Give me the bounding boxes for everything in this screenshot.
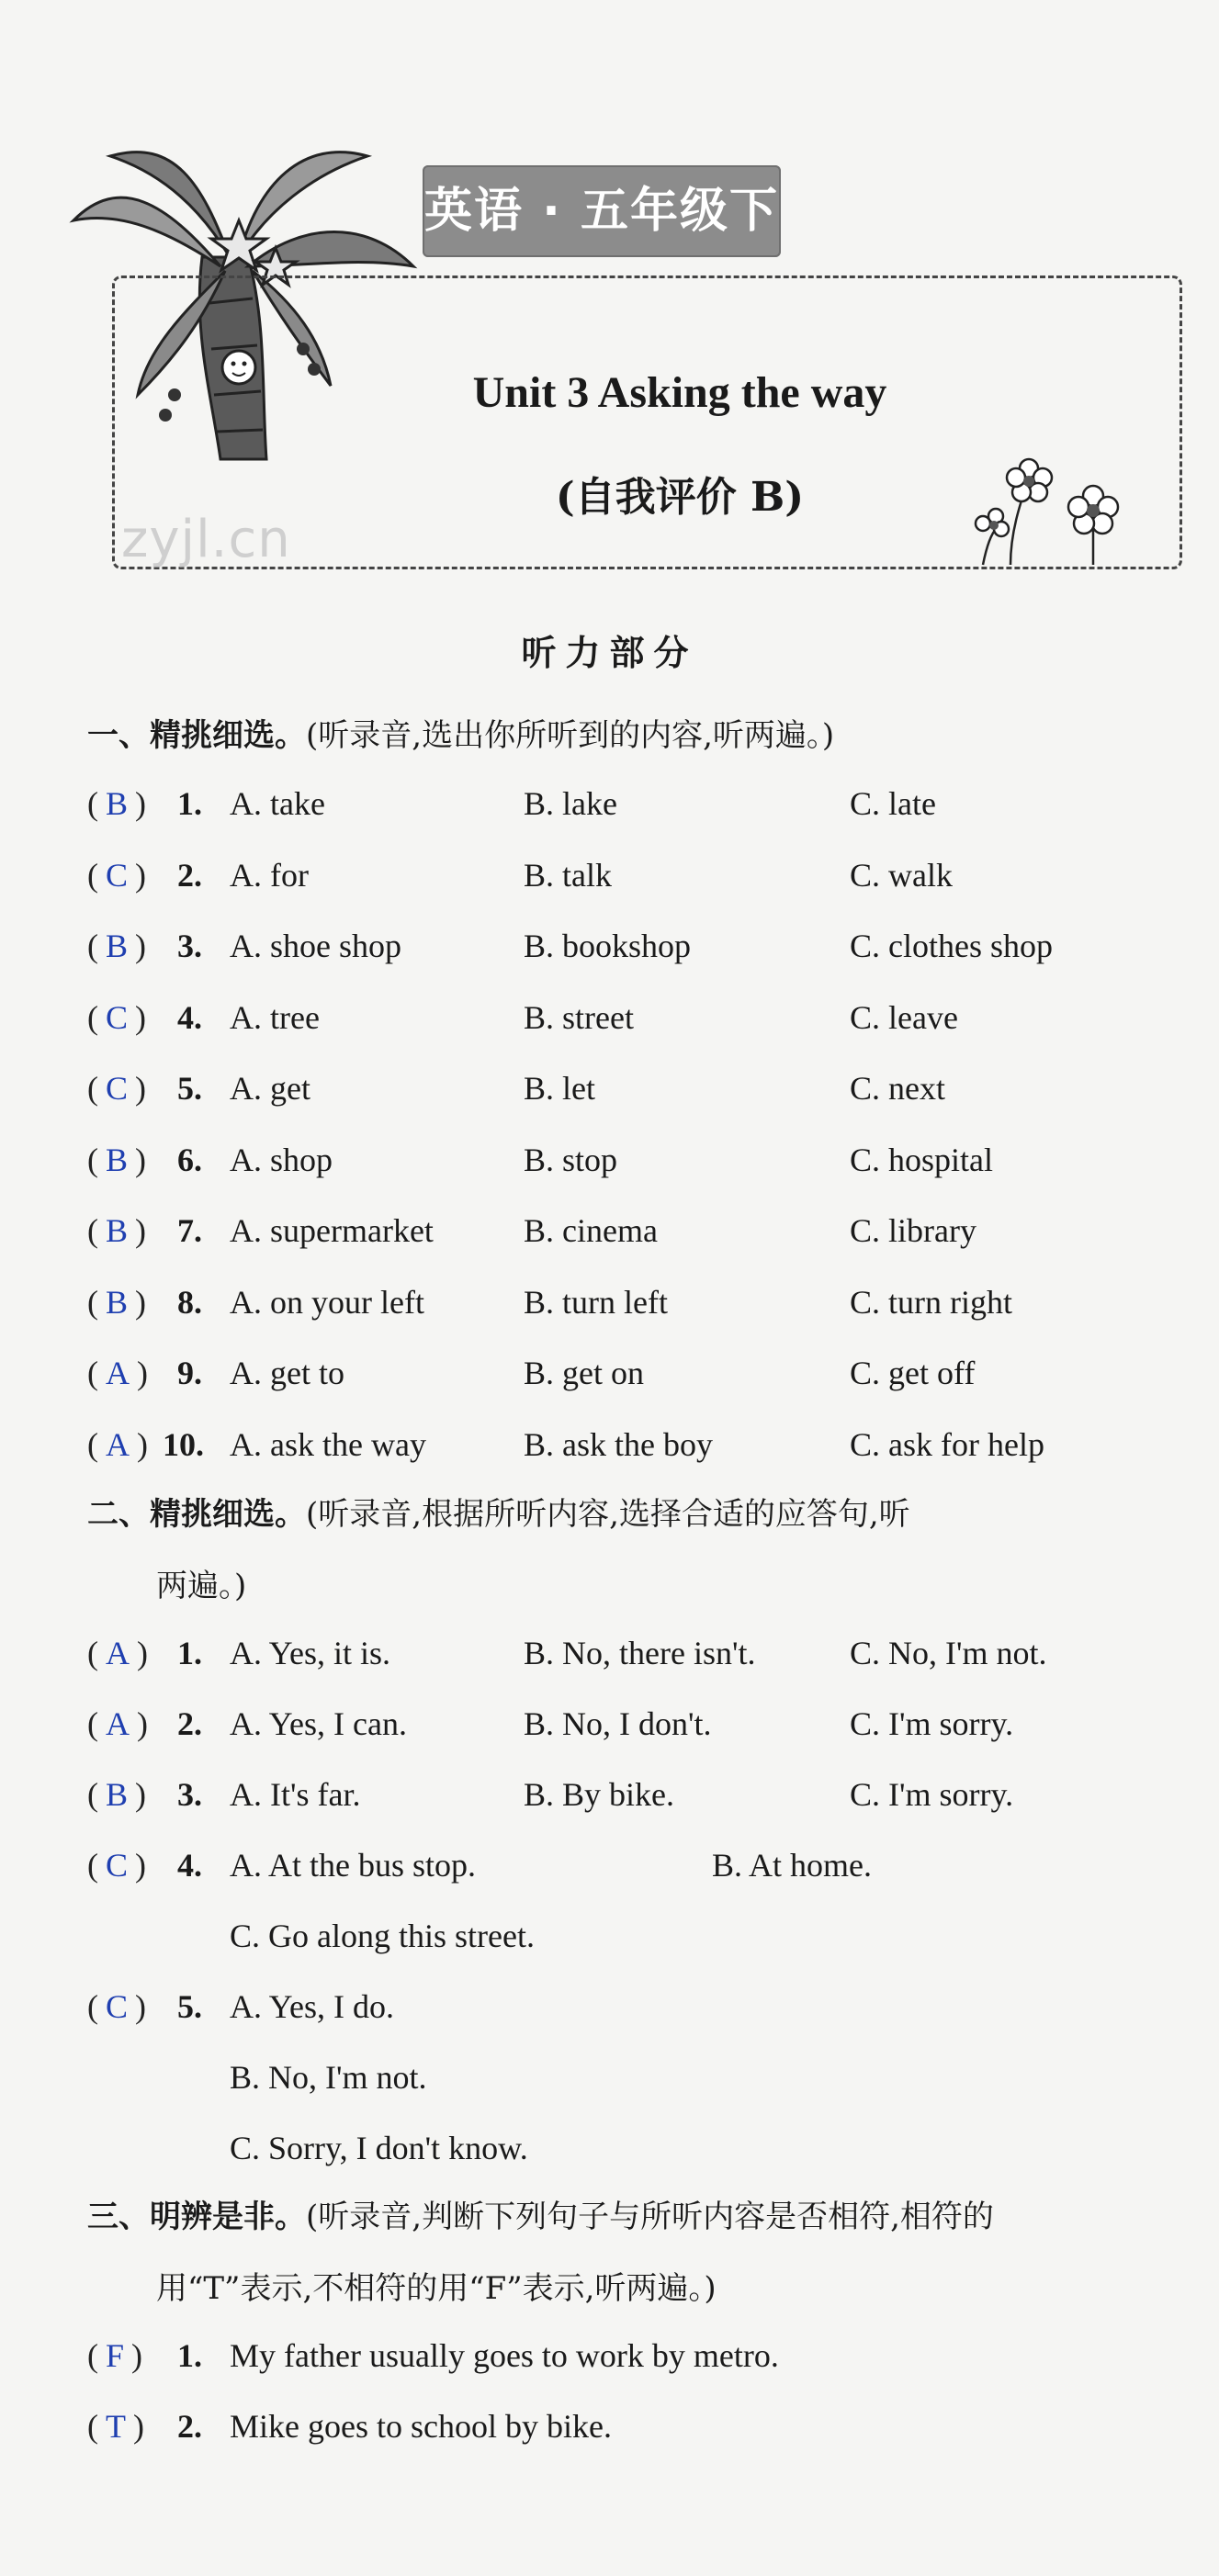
option-b: B. No, I'm not. <box>230 2059 427 2096</box>
paren-open: ( <box>87 1355 98 1391</box>
section-2-instructions: (听录音,根据所听内容,选择合适的应答句,听 <box>306 1496 910 1533</box>
answer-letter: C <box>106 998 129 1036</box>
answer-letter: C <box>106 1988 129 2025</box>
unit-subtitle: (自我评价 B) <box>555 474 805 521</box>
option-b: B. No, I don't. <box>524 1705 712 1742</box>
question-row <box>87 1979 1190 2166</box>
question-number: 3. <box>177 1776 202 1813</box>
option-b: B. No, there isn't. <box>524 1635 756 1671</box>
question-row <box>87 918 1190 973</box>
question-number: 4. <box>177 1847 202 1884</box>
paren-open: ( <box>87 2337 98 2374</box>
option-a: A. shop <box>230 1141 333 1178</box>
paren-close: ) <box>135 998 147 1036</box>
option-c: C. ask for help <box>850 1425 1044 1463</box>
section-2-title: 二、精挑细选。 <box>87 1496 306 1533</box>
answer-letter: A <box>106 1355 130 1391</box>
question-number: 1. <box>177 785 202 822</box>
paren-open: ( <box>87 1635 98 1671</box>
option-a: A. Yes, I can. <box>230 1705 407 1742</box>
section-3-title: 三、明辨是非。 <box>87 2199 306 2235</box>
question-row <box>87 1838 1190 1954</box>
paren-open: ( <box>87 785 98 822</box>
question-number: 8. <box>177 1283 202 1321</box>
option-c: C. hospital <box>850 1141 994 1178</box>
question-row <box>87 776 1190 831</box>
section-3-instructions: (听录音,判断下列句子与所听内容是否相符,相符的 <box>306 2199 994 2235</box>
option-b: B. let <box>524 1070 595 1107</box>
option-c: C. I'm sorry. <box>850 1705 1014 1742</box>
unit-title: Unit 3 Asking the way <box>472 368 887 417</box>
option-a: A. ask the way <box>230 1425 426 1463</box>
option-a: A. get to <box>230 1355 344 1391</box>
option-c: C. No, I'm not. <box>850 1635 1047 1671</box>
answer-letter: C <box>106 856 129 894</box>
option-a: A. It's far. <box>230 1776 361 1813</box>
option-b: B. By bike. <box>524 1776 675 1813</box>
option-a: A. supermarket <box>230 1212 434 1249</box>
paren-open: ( <box>87 928 98 964</box>
answer-letter: B <box>106 1212 129 1249</box>
answer-letter: T <box>106 2408 126 2445</box>
paren-close: ) <box>135 1847 147 1884</box>
grade-tag: 英语 · 五年级下 <box>423 165 781 257</box>
paren-close: ) <box>135 1283 147 1321</box>
option-a: A. take <box>230 785 325 822</box>
answer-letter: B <box>106 785 129 822</box>
option-a: A. tree <box>230 998 320 1036</box>
paren-open: ( <box>87 1141 98 1178</box>
paren-open: ( <box>87 1283 98 1321</box>
answer-slot <box>87 1345 179 1400</box>
option-a: A. At the bus stop. <box>230 1847 477 1884</box>
option-b: B. lake <box>524 785 617 822</box>
watermark: zyjl.cn <box>121 510 291 569</box>
answer-letter: B <box>106 1776 129 1813</box>
question-row <box>87 1345 1190 1400</box>
answer-letter: B <box>106 1283 129 1321</box>
section-1-title: 一、精挑细选。 <box>87 717 306 754</box>
paren-open: ( <box>87 1776 98 1813</box>
paren-open: ( <box>87 1070 98 1107</box>
question-number: 7. <box>177 1212 202 1249</box>
answer-slot <box>87 1838 179 1893</box>
option-c: C. get off <box>850 1355 976 1391</box>
answer-slot <box>87 1132 179 1187</box>
question-row <box>87 1767 1190 1822</box>
answer-slot <box>87 1061 179 1116</box>
paren-close: ) <box>135 1141 147 1178</box>
paren-open: ( <box>87 998 98 1036</box>
paren-open: ( <box>87 1212 98 1249</box>
option-b: B. get on <box>524 1355 644 1391</box>
paren-close: ) <box>133 2408 144 2445</box>
answer-letter: A <box>106 1705 130 1742</box>
answer-letter: F <box>106 2337 125 2374</box>
answer-slot <box>87 1979 179 2034</box>
option-a: A. get <box>230 1070 310 1107</box>
option-a: A. for <box>230 856 309 894</box>
paren-close: ) <box>135 1212 147 1249</box>
listening-part-title: 听力部分 <box>521 632 698 673</box>
question-row <box>87 1132 1190 1187</box>
option-a: A. Yes, it is. <box>230 1635 391 1671</box>
paren-close: ) <box>137 1425 148 1463</box>
option-c: C. walk <box>850 856 953 894</box>
question-row <box>87 1203 1190 1258</box>
option-b: B. stop <box>524 1141 618 1178</box>
section-2-instructions-cont: 两遍。) <box>156 1568 247 1604</box>
option-c: C. I'm sorry. <box>850 1776 1014 1813</box>
question-number: 3. <box>177 928 202 964</box>
answer-slot <box>87 1696 179 1751</box>
option-c: C. leave <box>850 998 958 1036</box>
answer-slot <box>87 776 179 831</box>
section-1-instructions: (听录音,选出你所听到的内容,听两遍。) <box>306 717 835 754</box>
answer-slot <box>87 1625 179 1681</box>
question-number: 2. <box>177 1705 202 1742</box>
section-3-instructions-cont: 用“T”表示,不相符的用“F”表示,听两遍。) <box>156 2270 717 2307</box>
paren-close: ) <box>135 1776 147 1813</box>
paren-close: ) <box>137 1635 148 1671</box>
paren-close: ) <box>135 1070 147 1107</box>
option-c: C. library <box>850 1212 976 1249</box>
option-b: B. At home. <box>712 1847 873 1884</box>
answer-slot <box>87 1203 179 1258</box>
paren-close: ) <box>137 1705 148 1742</box>
answer-slot <box>87 990 179 1045</box>
section-2-heading <box>87 1479 1190 1622</box>
option-b: B. talk <box>524 856 612 894</box>
paren-open: ( <box>87 2408 98 2445</box>
paren-open: ( <box>87 1988 98 2025</box>
paren-open: ( <box>87 1847 98 1884</box>
option-c: C. clothes shop <box>850 928 1053 964</box>
paren-close: ) <box>135 785 147 822</box>
flowers-illustration <box>955 441 1139 569</box>
statement-text: Mike goes to school by bike. <box>230 2408 612 2445</box>
option-c: C. late <box>850 785 936 822</box>
question-row <box>87 1696 1190 1751</box>
option-b: B. cinema <box>524 1212 658 1249</box>
option-b: B. street <box>524 998 634 1036</box>
statement-row <box>87 2399 1190 2454</box>
answer-slot <box>87 848 179 903</box>
statement-row <box>87 2328 1190 2383</box>
answer-letter: C <box>106 1847 129 1884</box>
paren-close: ) <box>131 2337 143 2374</box>
question-number: 2. <box>177 856 202 894</box>
paren-close: ) <box>135 928 147 964</box>
statement-text: My father usually goes to work by metro. <box>230 2337 779 2374</box>
section-1-heading <box>87 700 1190 771</box>
question-number: 5. <box>177 1988 202 2025</box>
question-row <box>87 1061 1190 1116</box>
question-row <box>87 1625 1190 1681</box>
answer-slot <box>87 2399 179 2454</box>
option-a: A. Yes, I do. <box>230 1988 395 2025</box>
answer-letter: C <box>106 1070 129 1107</box>
answer-slot <box>87 2328 179 2383</box>
answer-slot <box>87 1275 179 1330</box>
option-b: B. ask the boy <box>524 1425 713 1463</box>
question-number: 6. <box>177 1141 202 1178</box>
question-number: 10. <box>163 1425 204 1463</box>
answer-letter: B <box>106 928 129 964</box>
question-number: 9. <box>177 1355 202 1391</box>
question-row <box>87 990 1190 1045</box>
paren-close: ) <box>137 1355 148 1391</box>
paren-open: ( <box>87 856 98 894</box>
option-a: A. on your left <box>230 1283 424 1321</box>
question-number: 2. <box>177 2408 202 2445</box>
question-row <box>87 848 1190 903</box>
question-number: 4. <box>177 998 202 1036</box>
option-b: B. turn left <box>524 1283 668 1321</box>
question-row <box>87 1275 1190 1330</box>
answer-letter: A <box>106 1425 130 1463</box>
option-a: A. shoe shop <box>230 928 401 964</box>
option-b: B. bookshop <box>524 928 692 964</box>
question-number: 5. <box>177 1070 202 1107</box>
option-c: C. Sorry, I don't know. <box>230 2130 528 2166</box>
answer-letter: A <box>106 1635 130 1671</box>
paren-open: ( <box>87 1425 98 1463</box>
paren-close: ) <box>135 856 147 894</box>
section-3-heading <box>87 2181 1190 2324</box>
answer-slot <box>87 918 179 973</box>
answer-slot <box>87 1767 179 1822</box>
question-number: 1. <box>177 1635 202 1671</box>
question-number: 1. <box>177 2337 202 2374</box>
option-c: C. next <box>850 1070 945 1107</box>
option-c: C. turn right <box>850 1283 1012 1321</box>
option-c: C. Go along this street. <box>230 1918 535 1954</box>
paren-close: ) <box>135 1988 147 2025</box>
answer-letter: B <box>106 1141 129 1178</box>
question-row <box>87 1417 1190 1472</box>
paren-open: ( <box>87 1705 98 1742</box>
